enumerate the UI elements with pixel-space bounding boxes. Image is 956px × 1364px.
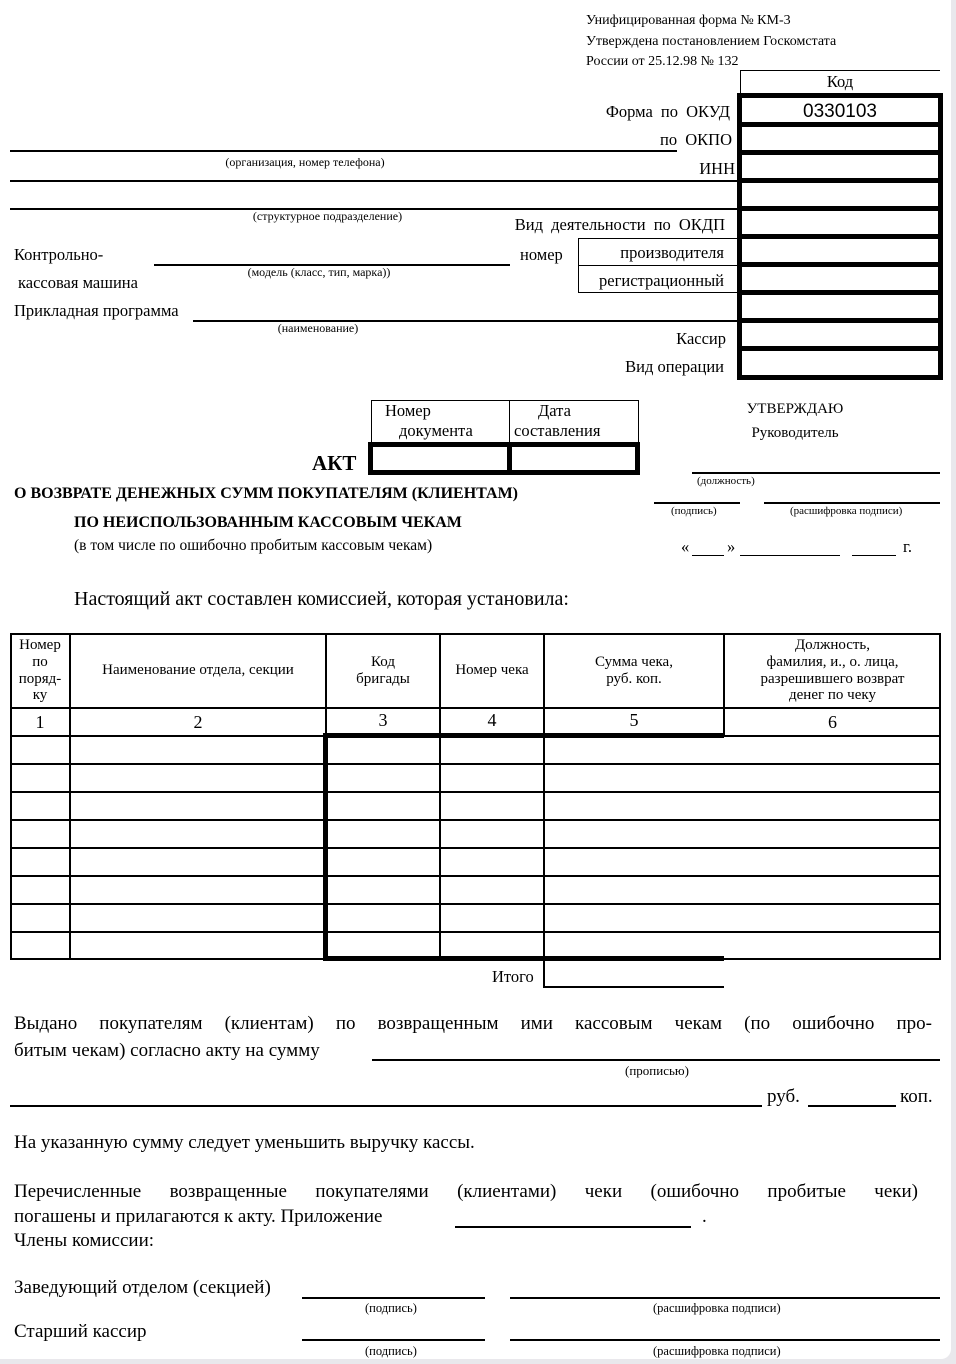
table-cell[interactable] bbox=[440, 820, 544, 848]
form-info bbox=[586, 11, 836, 73]
approval-signature-line[interactable] bbox=[654, 502, 740, 504]
okud-code-value[interactable]: 0330103 bbox=[803, 101, 877, 122]
code-row-divider bbox=[742, 346, 938, 351]
kkm-label-1: Контрольно- bbox=[14, 245, 104, 264]
code-row-divider bbox=[742, 262, 938, 267]
number-sub-divider bbox=[578, 265, 737, 266]
col-number: 6 bbox=[828, 711, 837, 732]
kop-label: коп. bbox=[900, 1086, 933, 1107]
table-cell[interactable] bbox=[544, 876, 941, 904]
amount-line[interactable] bbox=[372, 1059, 940, 1061]
signature-caption: (подпись) bbox=[365, 1344, 417, 1358]
table-cell[interactable] bbox=[70, 820, 326, 848]
form-info-line: России от 25.12.98 № 132 bbox=[586, 54, 739, 69]
table-cell[interactable] bbox=[326, 904, 440, 932]
decode-line[interactable] bbox=[510, 1297, 940, 1299]
returned-line-1: Перечисленные возвращенные покупателями (клиентами) чеки (ошибочно пробитые чеки) bbox=[14, 1181, 918, 1202]
signature-line[interactable] bbox=[302, 1297, 485, 1299]
table-cell[interactable] bbox=[326, 764, 440, 792]
table-cell[interactable] bbox=[70, 792, 326, 820]
code-row-divider bbox=[742, 290, 938, 295]
table-cell[interactable] bbox=[440, 736, 544, 764]
header-line: денег по чеку bbox=[789, 687, 876, 704]
header-line: Номер чека bbox=[455, 662, 529, 679]
thick-frame-top bbox=[323, 733, 724, 738]
members-label: Члены комиссии: bbox=[14, 1230, 155, 1251]
kop-line[interactable] bbox=[808, 1105, 896, 1107]
code-row-divider bbox=[742, 234, 938, 239]
code-header: Код bbox=[826, 72, 854, 91]
table-cell[interactable] bbox=[544, 848, 941, 876]
date-open-quote: « bbox=[681, 537, 690, 556]
row-divider bbox=[10, 903, 941, 905]
amount-line-2[interactable] bbox=[10, 1105, 762, 1107]
doc-date-header-line: составления bbox=[514, 421, 601, 440]
header-line: ку bbox=[32, 687, 48, 704]
table-cell[interactable] bbox=[10, 932, 70, 960]
col-header-brigade-code bbox=[326, 633, 440, 708]
returned-line-2-end: . bbox=[702, 1206, 707, 1227]
col-header-department bbox=[70, 633, 326, 708]
header-line: по bbox=[32, 653, 48, 670]
signature-caption: (подпись) bbox=[365, 1301, 417, 1315]
okud-label: Форма по ОКУД bbox=[605, 102, 730, 121]
table-cell[interactable] bbox=[70, 904, 326, 932]
date-day-line[interactable] bbox=[692, 555, 724, 556]
col-header-check-sum bbox=[544, 633, 724, 708]
table-cell[interactable] bbox=[326, 848, 440, 876]
code-row-divider bbox=[742, 178, 938, 183]
inn-label: ИНН bbox=[699, 159, 735, 178]
table-cell[interactable] bbox=[10, 736, 70, 764]
header-line: Наименование отдела, секции bbox=[102, 662, 294, 679]
table-cell[interactable] bbox=[544, 792, 941, 820]
table-cell[interactable] bbox=[70, 736, 326, 764]
decode-caption: (расшифровка подписи) bbox=[653, 1301, 781, 1315]
header-line: поряд- bbox=[18, 670, 62, 687]
table-cell[interactable] bbox=[440, 848, 544, 876]
doc-number-header bbox=[385, 401, 473, 441]
doc-number-field[interactable] bbox=[373, 447, 512, 470]
total-line bbox=[544, 986, 724, 988]
table-cell[interactable] bbox=[70, 848, 326, 876]
approval-position-line[interactable] bbox=[692, 472, 940, 474]
issued-line-2: битым чекам) согласно акту на сумму bbox=[14, 1040, 320, 1061]
doc-value-box bbox=[368, 442, 640, 475]
table-cell[interactable] bbox=[326, 820, 440, 848]
table-cell[interactable] bbox=[326, 736, 440, 764]
header-line: Сумма чека, bbox=[595, 653, 673, 670]
kkm-label-2: кассовая машина bbox=[18, 273, 138, 292]
doc-date-header-line: Дата bbox=[538, 401, 571, 420]
table-cell[interactable] bbox=[70, 764, 326, 792]
organization-caption: (организация, номер телефона) bbox=[225, 155, 385, 169]
number-label: номер bbox=[520, 245, 563, 264]
reduce-text: На указанную сумму следует уменьшить выручку кассы. bbox=[14, 1132, 475, 1153]
date-close-quote: » bbox=[727, 537, 736, 556]
kkm-model-caption: (модель (класс, тип, марка)) bbox=[247, 265, 391, 279]
col-number: 3 bbox=[378, 709, 388, 730]
row-divider bbox=[10, 791, 941, 793]
table-cell[interactable] bbox=[440, 764, 544, 792]
header-line: Код bbox=[371, 653, 395, 670]
col-number: 2 bbox=[193, 711, 203, 732]
approval-position-caption: (должность) bbox=[697, 475, 755, 487]
table-cell[interactable] bbox=[326, 876, 440, 904]
year-suffix: г. bbox=[903, 537, 913, 556]
organization-line-2[interactable] bbox=[10, 180, 737, 182]
cashier-label: Кассир bbox=[676, 329, 726, 348]
table-cell[interactable] bbox=[10, 820, 70, 848]
header-line: руб. коп. bbox=[606, 670, 662, 687]
doc-number-header-line: документа bbox=[399, 421, 473, 440]
header-line: Должность, bbox=[794, 636, 871, 653]
approval-decode-caption: (расшифровка подписи) bbox=[790, 505, 903, 517]
code-header-line bbox=[740, 70, 940, 71]
table-cell[interactable] bbox=[440, 876, 544, 904]
col-header-authorized-person bbox=[724, 633, 941, 708]
intro-text: Настоящий акт составлен комиссией, которая установила: bbox=[74, 588, 569, 610]
col-number: 4 bbox=[487, 709, 497, 730]
organization-line[interactable] bbox=[10, 150, 677, 152]
thick-frame-left bbox=[323, 733, 328, 961]
table-cell[interactable] bbox=[544, 904, 941, 932]
row-divider bbox=[10, 931, 941, 933]
okpo-label: по ОКПО bbox=[660, 130, 732, 149]
header-line: разрешившего возврат bbox=[760, 670, 905, 687]
registration-number-label: регистрационный bbox=[599, 271, 724, 290]
table-cell[interactable] bbox=[70, 932, 326, 960]
header-line: фамилия, и., о. лица, bbox=[766, 653, 899, 670]
table-cell[interactable] bbox=[10, 848, 70, 876]
doc-date-header bbox=[514, 401, 600, 441]
act-subtitle-2: ПО НЕИСПОЛЬЗОВАННЫМ КАССОВЫМ ЧЕКАМ bbox=[74, 514, 462, 531]
approval-role: Руководитель bbox=[751, 425, 839, 441]
form-info-line: Унифицированная форма № КМ-3 bbox=[586, 13, 791, 28]
returned-line-2: погашены и прилагаются к акту. Приложение bbox=[14, 1206, 383, 1227]
table-cell[interactable] bbox=[440, 904, 544, 932]
table-cell[interactable] bbox=[326, 792, 440, 820]
attachment-line[interactable] bbox=[455, 1226, 691, 1228]
in-words-caption: (прописью) bbox=[625, 1063, 689, 1078]
date-year-line[interactable] bbox=[852, 555, 896, 556]
table-cell[interactable] bbox=[544, 736, 941, 764]
signature-role: Старший кассир bbox=[14, 1321, 147, 1342]
signature-role: Заведующий отделом (секцией) bbox=[14, 1277, 271, 1298]
row-divider bbox=[10, 763, 941, 765]
approval-signature-caption: (подпись) bbox=[671, 505, 717, 517]
row-divider bbox=[10, 847, 941, 849]
table-cell[interactable] bbox=[10, 792, 70, 820]
col-number: 1 bbox=[35, 711, 45, 732]
table-cell[interactable] bbox=[70, 876, 326, 904]
total-field[interactable] bbox=[546, 961, 724, 985]
signature-line[interactable] bbox=[302, 1339, 485, 1341]
form-info-line: Утверждена постановлением Госкомстата bbox=[586, 33, 837, 49]
date-month-line[interactable] bbox=[740, 555, 840, 556]
header-line: Номер bbox=[19, 636, 61, 653]
code-row-divider bbox=[742, 206, 938, 211]
approval-title: УТВЕРЖДАЮ bbox=[746, 401, 844, 417]
col-divider bbox=[723, 633, 725, 736]
row-divider bbox=[10, 875, 941, 877]
table-cell[interactable] bbox=[544, 764, 941, 792]
col-number: 5 bbox=[629, 709, 639, 730]
code-row-divider bbox=[742, 318, 938, 323]
app-program-caption: (наименование) bbox=[277, 321, 359, 335]
table-cell[interactable] bbox=[544, 820, 941, 848]
rub-label: руб. bbox=[767, 1086, 800, 1107]
act-title: АКТ bbox=[312, 451, 357, 475]
issued-line-1: Выдано покупателям (клиентам) по возвращенным ими кассовым чекам (по ошибочно про- bbox=[14, 1013, 932, 1034]
app-program-label: Прикладная программа bbox=[14, 301, 179, 320]
act-subtitle-1: О ВОЗВРАТЕ ДЕНЕЖНЫХ СУММ ПОКУПАТЕЛЯМ (КЛИЕНТАМ) bbox=[14, 485, 519, 502]
approval-decode-line[interactable] bbox=[764, 502, 940, 504]
table-cell[interactable] bbox=[10, 764, 70, 792]
code-row-divider bbox=[742, 122, 938, 127]
producer-number-label: производителя bbox=[620, 243, 724, 262]
col-header-check-number bbox=[440, 633, 544, 708]
code-row-divider bbox=[742, 150, 938, 155]
col-header-number bbox=[10, 633, 70, 708]
decode-line[interactable] bbox=[510, 1339, 940, 1341]
operation-type-label: Вид операции bbox=[625, 357, 724, 376]
table-cell[interactable] bbox=[440, 792, 544, 820]
table-cell[interactable] bbox=[10, 904, 70, 932]
total-label: Итого bbox=[492, 967, 534, 986]
doc-number-header-line: Номер bbox=[385, 401, 431, 420]
doc-date-field[interactable] bbox=[514, 447, 635, 470]
code-box bbox=[737, 93, 943, 380]
table-cell[interactable] bbox=[10, 876, 70, 904]
act-subtitle-3: (в том числе по ошибочно пробитым кассовым чекам) bbox=[74, 537, 433, 554]
col-divider bbox=[325, 633, 327, 736]
row-divider bbox=[10, 819, 941, 821]
okdp-label: Вид деятельности по ОКДП bbox=[514, 215, 725, 234]
header-line: бригады bbox=[356, 670, 410, 687]
decode-caption: (расшифровка подписи) bbox=[653, 1344, 781, 1358]
department-caption: (структурное подразделение) bbox=[252, 209, 403, 223]
doc-header-divider bbox=[509, 400, 510, 443]
